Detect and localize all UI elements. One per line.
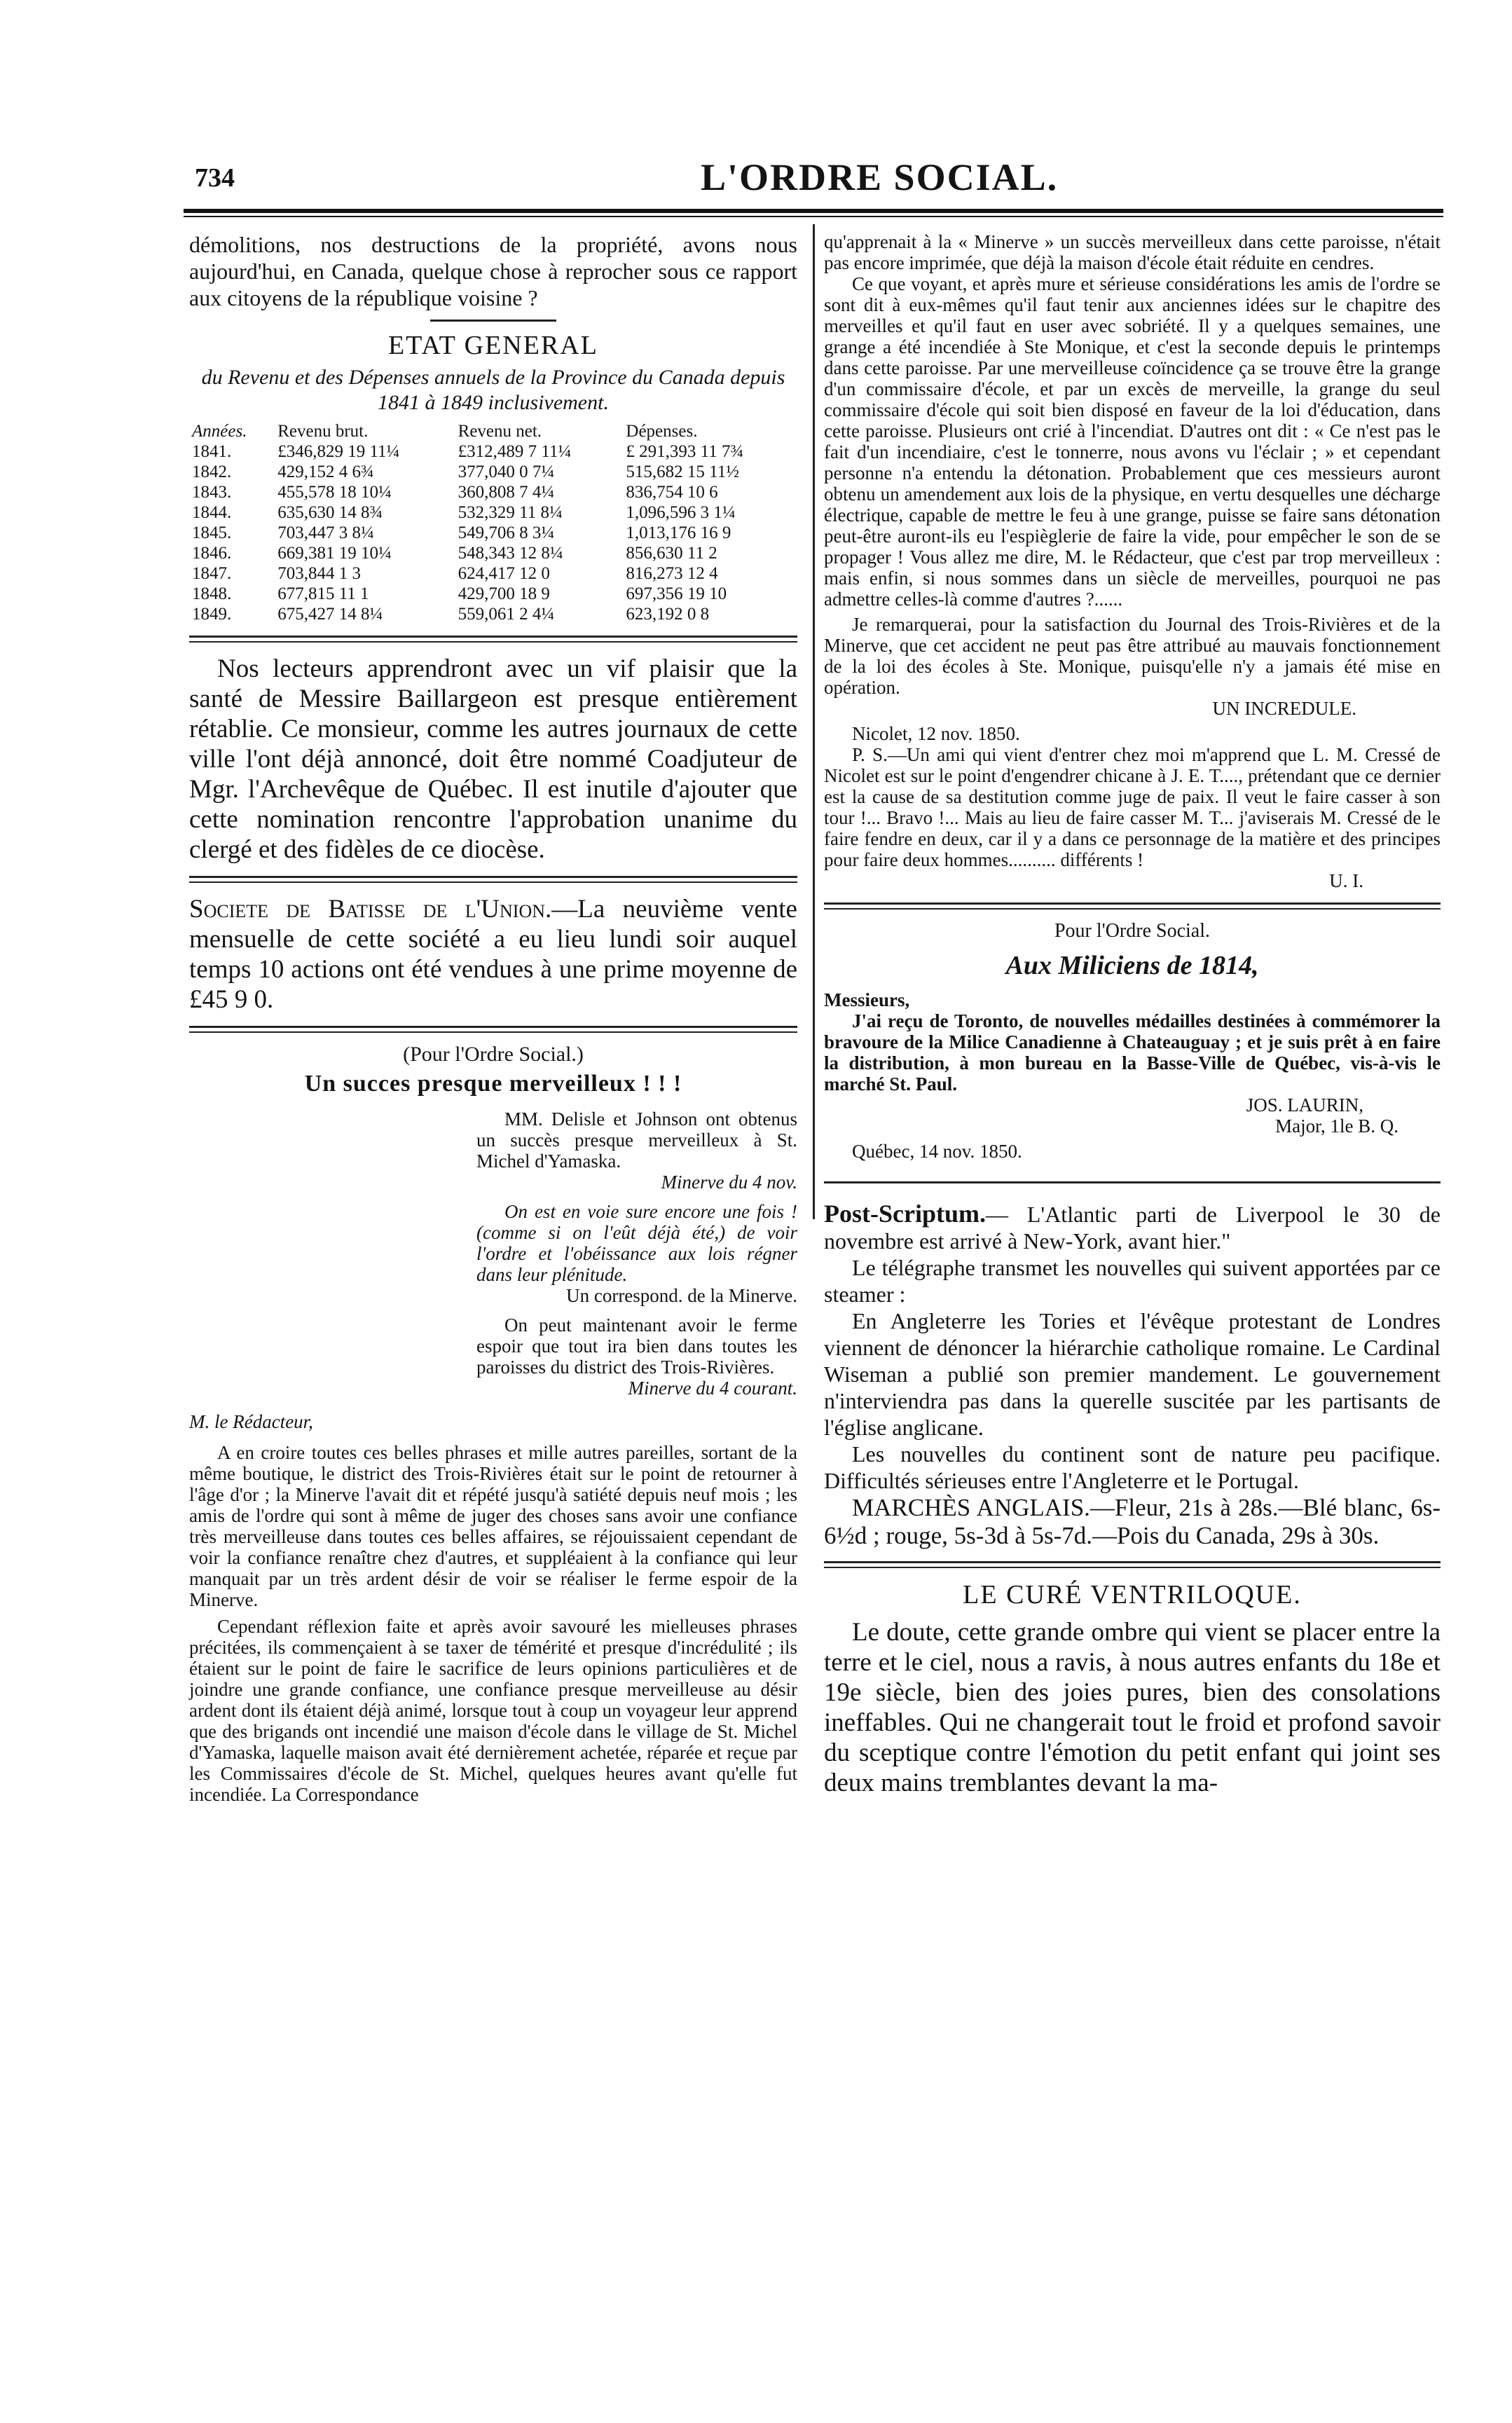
table-cell: 1844. bbox=[192, 503, 232, 522]
signature-title: Major, 1le B. Q. bbox=[1275, 1116, 1398, 1137]
double-rule bbox=[189, 876, 797, 883]
quote-text: On est en voie sure encore une fois ! (comme si on l'eût déjà été,) de voir l'ordre et l'obéissance aux lois régner dans leur plénitude. bbox=[476, 1201, 797, 1285]
table-cell: £312,489 7 11¼ bbox=[458, 442, 572, 461]
milice-paragraph: J'ai reçu de Toronto, de nouvelles médailles destinées à commémorer la bravoure de la Milice Canadienne à Chateauguay ; et je suis prêt à en faire la distribution, à mon bureau en la Basse-Ville de Québec, vis-à-vis le marché St. Paul. bbox=[824, 1010, 1441, 1094]
letter-paragraph: Cependant réflexion faite et après avoir savouré les mielleuses phrases précitées, ils commençaient à se taxer de témérité et presque d'incrédulité ; ils étaient sur le point de faire le sacrifice de leurs opinions particulières et de joindre une grande confiance, une confiance presque merveilleuse au désir ardent dont ils étaient déjà animé, lorsque tout à coup un voyageur leur apprend que des brigands ont incendié une maison d'école dans le village de St. Michel d'Yamaska, laquelle maison avait été dernièrement achetée, réparée et reçue par les Commissaires d'école de St. Michel, quelques heures avant qu'elle fut incendiée. La Correspondance bbox=[189, 1616, 797, 1805]
table-cell: 455,578 18 10¼ bbox=[277, 483, 392, 502]
table-header: Années. bbox=[192, 422, 247, 441]
pour-ordre-social: Pour l'Ordre Social. bbox=[1054, 920, 1210, 942]
letter-paragraph: Ce que voyant, et après mure et sérieuse considérations les amis de l'ordre se sont dit à eux-mêmes qu'il faut tenir aux anciennes idées sur le chapitre des merveilles et qu'il faut en user avec sobriété. Il y a quelques semaines, une grange a été incendiée à Ste Monique, et c'est la seconde depuis le printemps dans cette paroisse. Par une merveilleuse coïncidence ça se trouve être la grange d'un commissaire d'école, et par un excès de merveille, la grange du seul commissaire d'école qui soit bien disposé en faveur de la loi d'éducation, dans cette paroisse. Plusieurs ont crié à l'incendiat. D'autres ont dit : « Ce n'est pas le fait d'un incendiaire, c'est le tonnerre, nous avons vu l'éclair ; » et cependant personne n'a entendu la détonation. Probablement que ces messieurs auront obtenu un amendement aux lois de la physique, en vertu desquelles une décharge électrique, capable de mettre le feu à une grange, puisse se faire sans détonation peut-être auront-ils eu l'espièglerie de faire la vide, pour empêcher le son de se propager ! Vous allez me dire, M. le Rédacteur, que c'est par trop merveilleux : mais enfin, si nous sommes dans un siècle de merveilles, pourquoi ne pas admettre celles-là comme d'autres ?...... bbox=[824, 273, 1441, 610]
divider bbox=[430, 320, 556, 322]
table-row bbox=[189, 523, 797, 543]
signature: UN INCREDULE. bbox=[1212, 698, 1356, 719]
pour-ordre-social: (Pour l'Ordre Social.) bbox=[403, 1043, 584, 1066]
postscript: P. S.—Un ami qui vient d'entrer chez moi m'apprend que L. M. Cressé de Nicolet est sur le point d'engendrer chicane à J. E. T...., prétendant que ce dernier est la cause de sa destitution comme juge de paix. Il veut le faire casser à son tour !... Bravo !... Mais au lieu de faire casser M. T... j'aviserais M. Cressé de le faire fendre en deux, car il y a dans ce personnage de la matière et des principes pour faire deux hommes.......... différents ! bbox=[824, 744, 1441, 870]
table-cell: 836,754 10 6 bbox=[626, 483, 718, 502]
table-row bbox=[189, 502, 797, 523]
table-cell: 697,356 19 10 bbox=[626, 584, 727, 603]
table-cell: 429,700 18 9 bbox=[458, 584, 550, 603]
column-divider bbox=[813, 224, 815, 1219]
table-cell: 1845. bbox=[192, 523, 232, 542]
right-column bbox=[824, 231, 1441, 1798]
double-rule bbox=[189, 1026, 797, 1033]
table-cell: 669,381 19 10¼ bbox=[277, 544, 392, 563]
quote-text: MM. Delisle et Johnson ont obtenus un succès presque merveilleux à St. Michel d'Yamaska. bbox=[476, 1108, 797, 1172]
table-row bbox=[189, 604, 797, 624]
post-scriptum-heading: Post-Scriptum. bbox=[824, 1200, 986, 1228]
table-cell: 1848. bbox=[192, 584, 232, 603]
table-cell: 677,815 11 1 bbox=[277, 584, 369, 603]
quote-source: Minerve du 4 nov. bbox=[661, 1172, 797, 1193]
table-cell: 675,427 14 8¼ bbox=[277, 605, 383, 624]
table-cell: 559,061 2 4¼ bbox=[458, 605, 555, 624]
quote-block bbox=[476, 1108, 797, 1399]
post-scriptum-text: — L'Atlantic parti de Liverpool le 30 de novembre est arrivé à New-York, avant hier." bbox=[824, 1202, 1441, 1254]
societe-heading: Societe de Batisse de l'Union. bbox=[189, 895, 552, 924]
page-number: 734 bbox=[195, 163, 235, 193]
double-rule bbox=[824, 1561, 1441, 1568]
societe-text: —La neuvième vente mensuelle de cette société a eu lieu lundi soir auquel temps 10 actions ont été vendues à une prime moyenne de £45 9 0. bbox=[189, 895, 797, 1014]
signature-name: JOS. LAURIN, bbox=[1246, 1094, 1363, 1116]
letter-paragraph: Je remarquerai, pour la satisfaction du Journal des Trois-Rivières et de la Minerve, que cet accident ne peut pas être attribué au mauvais fonctionnement de la loi des écoles à Ste. Monique, puisqu'elle n'y a jamais été mise en opération. bbox=[824, 614, 1441, 698]
etat-subtitle: du Revenu et des Dépenses annuels de la Province du Canada depuis 1841 à 1849 inclusivement. bbox=[201, 366, 785, 414]
succes-title: Un succes presque merveilleux ! ! ! bbox=[304, 1071, 682, 1097]
table-cell: 816,273 12 4 bbox=[626, 564, 718, 583]
table-row bbox=[189, 584, 797, 604]
quote-text: On peut maintenant avoir le ferme espoir que tout ira bien dans toutes les paroisses du district des Trois-Rivières. bbox=[476, 1315, 797, 1378]
table-header: Dépenses. bbox=[626, 422, 698, 441]
table-row bbox=[189, 441, 797, 462]
table-header: Revenu brut. bbox=[277, 422, 369, 441]
left-column bbox=[189, 231, 797, 1805]
table-cell: 856,630 11 2 bbox=[626, 544, 717, 563]
table-row bbox=[189, 563, 797, 584]
table-cell: 549,706 8 3¼ bbox=[458, 523, 555, 542]
table-cell: 548,343 12 8¼ bbox=[458, 544, 563, 563]
table-cell: 1841. bbox=[192, 442, 232, 461]
table-cell: 623,192 0 8 bbox=[626, 605, 710, 624]
table-cell: 1,013,176 16 9 bbox=[626, 523, 731, 542]
table-cell: 1842. bbox=[192, 462, 232, 481]
etat-title: ETAT GENERAL bbox=[388, 331, 598, 360]
table-row bbox=[189, 482, 797, 502]
journal-title: L'ORDRE SOCIAL. bbox=[701, 156, 1059, 198]
table-cell: 635,630 14 8¾ bbox=[277, 503, 383, 522]
table-cell: 1849. bbox=[192, 605, 232, 624]
messieurs: Messieurs, bbox=[824, 989, 910, 1010]
table-row bbox=[189, 462, 797, 482]
markets-paragraph: MARCHÈS ANGLAIS.—Fleur, 21s à 28s.—Blé blanc, 6s-6½d ; rouge, 5s-3d à 5s-7d.—Pois du Canada, 29s à 30s. bbox=[824, 1494, 1441, 1549]
revenue-table bbox=[189, 421, 797, 624]
double-rule bbox=[189, 636, 797, 643]
cure-paragraph: Le doute, cette grande ombre qui vient se placer entre la terre et le ciel, nous a ravis, à nous autres enfants du 18e et 19e siècle, bien des joies pures, bien des consolations ineffables. Qui ne changerait tout le froid et profond savoir du sceptique contre l'émotion du petit enfant qui joint ses deux mains tremblantes devant la ma- bbox=[824, 1618, 1441, 1797]
header-rule-thin bbox=[184, 216, 1443, 217]
cure-title: LE CURÉ VENTRILOQUE. bbox=[963, 1580, 1302, 1609]
news-paragraph: Les nouvelles du continent sont de nature peu pacifique. Difficultés sérieuses entre l'Angleterre et le Portugal. bbox=[824, 1441, 1441, 1493]
table-cell: 429,152 4 6¾ bbox=[277, 462, 374, 481]
table-cell: 532,329 11 8¼ bbox=[458, 503, 563, 522]
table-cell: 1843. bbox=[192, 483, 232, 502]
table-cell: £ 291,393 11 7¾ bbox=[626, 442, 744, 461]
letter-paragraph: A en croire toutes ces belles phrases et mille autres pareilles, sortant de la même boutique, le district des Trois-Rivières était sur le point de retourner à l'âge d'or ; la Minerve l'avait dit et répété jusqu'à satiété depuis neuf mois ; les amis de l'ordre qui sont à même de juger des choses sans avoir une confiance très merveilleuse dans toutes ces belles affaires, se réjouissaient cependant de voir la confiance renaître chez d'autres, et suppléaient à la confiance qui leur manquait par un très ardent désir de voir se réaliser le ferme espoir de la Minerve. bbox=[189, 1442, 797, 1610]
miliciens-title: Aux Miliciens de 1814, bbox=[1005, 951, 1259, 980]
header-rule bbox=[184, 209, 1443, 213]
place-date: Québec, 14 nov. 1850. bbox=[852, 1141, 1022, 1162]
table-cell: 360,808 7 4¼ bbox=[458, 483, 555, 502]
table-header-row bbox=[189, 421, 797, 441]
table-cell: £346,829 19 11¼ bbox=[277, 442, 400, 461]
table-cell: 1847. bbox=[192, 564, 232, 583]
table-cell: 377,040 0 7¼ bbox=[458, 462, 555, 481]
quote-source: Minerve du 4 courant. bbox=[628, 1378, 797, 1399]
salutation: M. le Rédacteur, bbox=[189, 1411, 313, 1432]
letter-continued: qu'apprenait à la « Minerve » un succès merveilleux dans cette paroisse, n'était pas encore imprimée, que déjà la maison d'école était réduite en cendres. bbox=[824, 231, 1441, 273]
table-cell: 1,096,596 3 1¼ bbox=[626, 503, 736, 522]
table-cell: 624,417 12 0 bbox=[458, 564, 550, 583]
table-cell: 1846. bbox=[192, 544, 232, 563]
nos-lecteurs-paragraph: Nos lecteurs apprendront avec un vif plaisir que la santé de Messire Baillargeon est presque entièrement rétablie. Ce monsieur, comme les autres journaux de cette ville l'ont déjà annoncé, doit être nommé Coadjuteur de Mgr. l'Archevêque de Québec. Il est inutile d'ajouter que cette nomination rencontre l'approbation unanime du clergé et des fidèles de ce diocèse. bbox=[189, 654, 797, 864]
table-header: Revenu net. bbox=[458, 422, 542, 441]
divider bbox=[824, 1181, 1441, 1183]
place-date: Nicolet, 12 nov. 1850. bbox=[852, 723, 1020, 744]
intro-paragraph: démolitions, nos destructions de la propriété, avons nous aujourd'hui, en Canada, quelque chose à reprocher sous ce rapport aux citoyens de la république voisine ? bbox=[189, 232, 797, 310]
double-rule bbox=[824, 902, 1441, 910]
table-cell: 703,447 3 8¼ bbox=[277, 523, 374, 542]
table-cell: 515,682 15 11½ bbox=[626, 462, 739, 481]
quote-source: Un correspond. de la Minerve. bbox=[566, 1285, 797, 1306]
table-row bbox=[189, 543, 797, 563]
news-paragraph: En Angleterre les Tories et l'évêque protestant de Londres viennent de dénoncer la hiérarchie catholique romaine. Le Cardinal Wiseman a publié son premier mandement. Le gouvernement n'interviendra pas dans la querelle suscitée par les partisants de l'église anglicane. bbox=[824, 1308, 1441, 1440]
news-paragraph: Le télégraphe transmet les nouvelles qui suivent apportées par ce steamer : bbox=[824, 1255, 1441, 1307]
table-cell: 703,844 1 3 bbox=[277, 564, 361, 583]
postscript-signature: U. I. bbox=[1329, 870, 1363, 891]
